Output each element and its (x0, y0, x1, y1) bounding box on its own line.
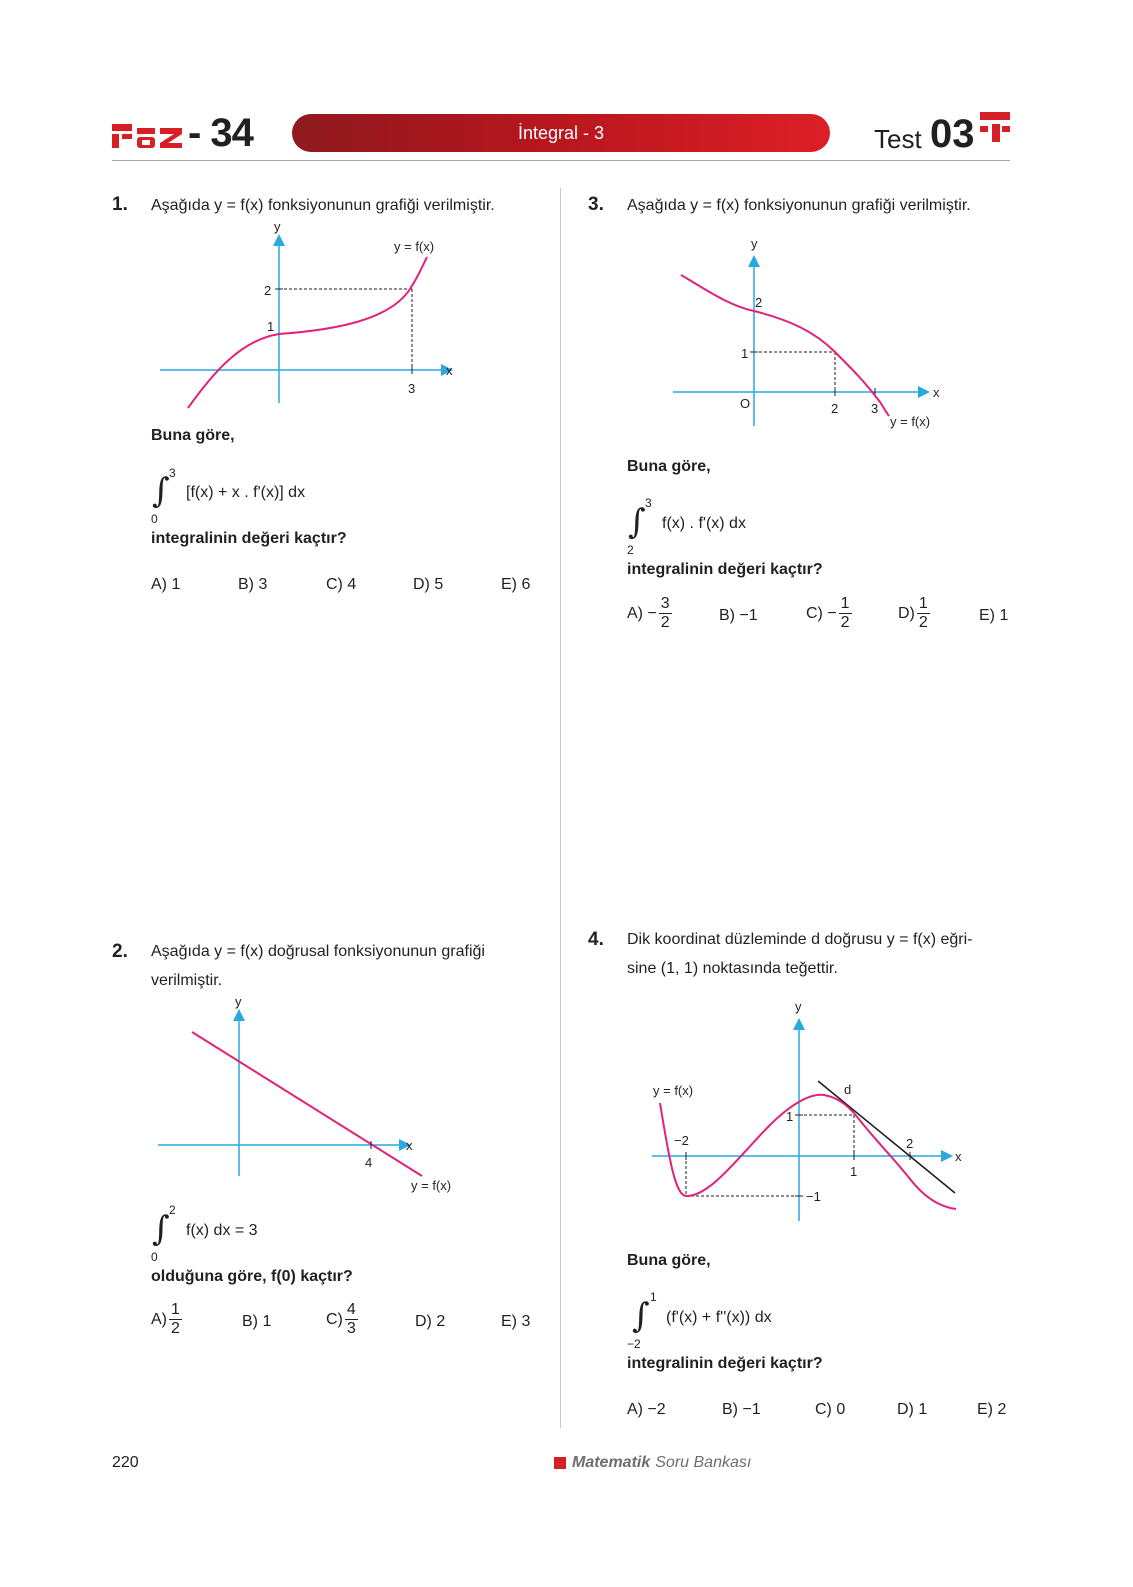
integral-upper-limit: 3 (169, 466, 176, 480)
numerator: 3 (660, 595, 670, 612)
question-1-lead: Buna göre, (151, 427, 235, 444)
question-3-graph (665, 232, 965, 432)
curve-label: y = f(x) (394, 239, 435, 254)
question-2-number: 2. (112, 941, 128, 962)
numerator: 1 (918, 595, 928, 612)
denominator: 2 (171, 1320, 180, 1337)
column-divider (560, 188, 561, 1428)
page-series-number: - 34 (188, 111, 253, 155)
fraction (345, 1302, 358, 1337)
question-4-text-line2: sine (1, 1) noktasında teğettir. (627, 960, 838, 977)
choice-a[interactable] (151, 1302, 182, 1337)
question-2-text-line1: Aşağıda y = f(x) doğrusal fonksiyonunun grafiği (151, 943, 485, 960)
integral-upper-limit: 3 (645, 496, 652, 510)
choice-a[interactable]: A) 1 (151, 576, 181, 593)
curve-f (188, 257, 427, 408)
question-4-lead: Buna göre, (627, 1252, 711, 1269)
tick-label-y-2: 2 (755, 295, 763, 310)
topic-banner (292, 114, 830, 152)
x-axis-label: x (955, 1149, 962, 1164)
question-3-question: integralinin değeri kaçtır? (627, 561, 823, 578)
fraction (659, 596, 672, 631)
tick-label-y-minus1: −1 (806, 1189, 821, 1204)
tick-label-x-4: 4 (365, 1155, 373, 1170)
integral-lower-limit: 0 (151, 1250, 158, 1264)
x-axis-label: x (446, 363, 453, 378)
question-3-text: Aşağıda y = f(x) fonksiyonunun grafiği verilmiştir. (627, 197, 971, 214)
question-2-question: olduğuna göre, f(0) kaçtır? (151, 1268, 353, 1285)
fraction (917, 596, 930, 631)
tick-label-x-minus2: −2 (674, 1133, 689, 1148)
choice-label: D) (898, 604, 915, 622)
denominator: 2 (840, 614, 850, 631)
denominator: 2 (918, 614, 928, 631)
question-1-text: Aşağıda y = f(x) fonksiyonunun grafiği verilmiştir. (151, 197, 495, 214)
t-logo-icon (980, 112, 1010, 152)
x-axis-label: x (933, 385, 940, 400)
question-1-number: 1. (112, 194, 128, 215)
choice-d[interactable]: D) 5 (413, 576, 444, 593)
choice-c[interactable] (806, 596, 852, 631)
integrand: f(x) . f'(x) dx (662, 515, 746, 532)
numerator: 1 (171, 1301, 180, 1318)
tick-label-x-1: 1 (850, 1164, 858, 1179)
choice-b[interactable]: B) −1 (719, 607, 758, 624)
tick-label-y-1: 1 (267, 319, 275, 334)
x-axis-label: x (406, 1138, 413, 1153)
y-axis-label: y (274, 219, 281, 234)
curve-f (681, 275, 889, 416)
choice-e[interactable]: E) 6 (501, 576, 531, 593)
tick-label-x-2: 2 (831, 401, 839, 416)
fraction (169, 1302, 182, 1337)
integral-upper-limit: 2 (169, 1203, 176, 1217)
choice-c[interactable]: C) 4 (326, 576, 357, 593)
choice-c[interactable] (326, 1302, 358, 1337)
curve-label: y = f(x) (890, 414, 931, 429)
integral-lower-limit: 2 (627, 543, 634, 557)
question-3-number: 3. (588, 194, 604, 215)
footer-brand-rest: Soru Bankası (655, 1454, 752, 1471)
tangent-line-label: d (844, 1082, 852, 1097)
choice-b[interactable]: B) 3 (238, 576, 268, 593)
choice-a[interactable]: A) −2 (627, 1401, 666, 1418)
integral-upper-limit: 1 (650, 1290, 657, 1304)
choice-label: C) − (806, 604, 837, 622)
footer-brand (554, 1454, 751, 1472)
choice-d[interactable]: D) 2 (415, 1313, 446, 1330)
numerator: 4 (346, 1301, 356, 1318)
choice-d[interactable] (898, 596, 930, 631)
choice-e[interactable]: E) 1 (979, 607, 1009, 624)
y-axis-label: y (235, 994, 242, 1009)
denominator: 3 (346, 1320, 356, 1337)
choice-c[interactable]: C) 0 (815, 1401, 846, 1418)
y-axis-label: y (795, 999, 802, 1014)
choice-label: C) (326, 1310, 343, 1328)
choice-d[interactable]: D) 1 (897, 1401, 928, 1418)
tangent-line-d (818, 1081, 955, 1193)
integral-lower-limit: 0 (151, 512, 158, 526)
integral-sign: ∫ (152, 1209, 170, 1249)
integrand: f(x) dx = 3 (186, 1222, 258, 1239)
integral-lower-limit: −2 (627, 1337, 641, 1351)
curve-label: y = f(x) (653, 1083, 694, 1098)
choice-label: A) − (627, 604, 657, 622)
line-f (192, 1032, 422, 1176)
choice-b[interactable]: B) −1 (722, 1401, 761, 1418)
choice-b[interactable]: B) 1 (242, 1313, 272, 1330)
origin-label: O (740, 396, 751, 411)
choice-e[interactable]: E) 2 (977, 1401, 1007, 1418)
tick-label-x-3: 3 (408, 381, 416, 396)
tick-label-y-1: 1 (741, 346, 749, 361)
question-4-number: 4. (588, 929, 604, 950)
integral-sign: ∫ (152, 471, 170, 511)
choice-a[interactable] (627, 596, 672, 631)
choice-label: A) (151, 1310, 167, 1328)
header-divider (112, 160, 1010, 161)
integrand: (f'(x) + f''(x)) dx (666, 1309, 772, 1326)
question-3-lead: Buna göre, (627, 458, 711, 475)
tick-label-x-2: 2 (906, 1136, 914, 1151)
footer-brand-bold: Matematik (572, 1454, 651, 1471)
choice-e[interactable]: E) 3 (501, 1313, 531, 1330)
topic-title: İntegral - 3 (517, 122, 605, 143)
question-1-graph (150, 215, 480, 415)
question-4-graph (640, 995, 980, 1230)
integral-sign: ∫ (628, 502, 646, 542)
faz-logo (112, 118, 184, 154)
question-1-question: integralinin değeri kaçtır? (151, 530, 347, 547)
test-label: Test (874, 124, 922, 154)
tick-label-y-1: 1 (786, 1109, 794, 1124)
integral-sign: ∫ (632, 1296, 650, 1336)
fraction (839, 596, 852, 631)
tick-label-y-2: 2 (264, 283, 272, 298)
integrand: [f(x) + x . f'(x)] dx (186, 484, 306, 501)
page-number: 220 (112, 1454, 139, 1471)
question-4-question: integralinin değeri kaçtır? (627, 1355, 823, 1372)
y-axis-label: y (751, 236, 758, 251)
denominator: 2 (660, 614, 670, 631)
square-icon (554, 1457, 566, 1469)
numerator: 1 (840, 595, 850, 612)
test-number: 03 (930, 112, 975, 156)
curve-label: y = f(x) (411, 1178, 452, 1193)
question-2-graph (150, 990, 470, 1200)
question-4-text-line1: Dik koordinat düzleminde d doğrusu y = f(x) eğri- (627, 931, 973, 948)
question-2-text-line2: verilmiştir. (151, 972, 223, 989)
tick-label-x-3: 3 (871, 401, 879, 416)
